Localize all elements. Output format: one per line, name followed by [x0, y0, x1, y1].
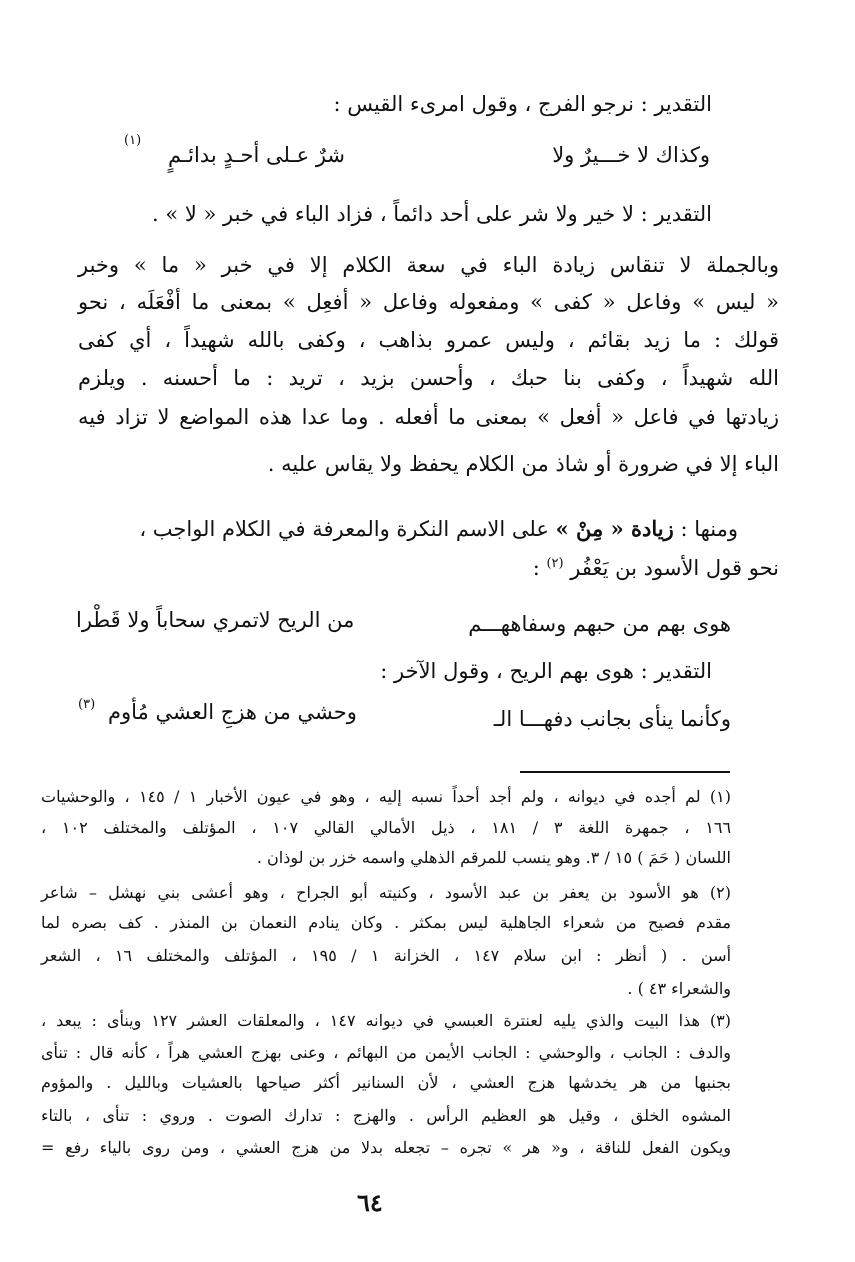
main-line-1: التقدير : نرجو الفرج ، وقول امرىء القيس : — [333, 92, 712, 116]
paragraph-line: الباء إلا في ضرورة أو شاذ من الكلام يحفظ ولا يقاس عليه . — [267, 452, 779, 476]
verse2-second-hemistich: من الريح لاتمري سحاباً ولا قَطْرا — [76, 608, 355, 632]
verse3-footnote-marker: (٣) — [78, 697, 96, 712]
paragraph-line: وبالجملة لا تنقاس زيادة الباء في سعة الكلام إلا في خبر « ما » وخبر — [78, 253, 779, 277]
verse2-first-hemistich: هوى بهم من حبهم وسفاههـــم — [468, 612, 731, 636]
footnote-separator — [520, 771, 730, 773]
footnote-3-line: والدف : الجانب ، والوحشي : الجانب الأيمن من البهائم ، وعنى بهزج العشي هراً ، كأنه قال : تنأى — [41, 1043, 731, 1062]
footnote-3-line: بجنبها من هر يخدشها هزج العشي ، لأن السنانير أكثر صياحها بالعشيات وبالليل . والمؤوم — [41, 1073, 731, 1092]
paragraph2-start: ومنها : — [680, 517, 738, 541]
verse3-first-hemistich: وكأنما ينأى بجانب دفهـــا الـ — [493, 707, 731, 731]
paragraph2-example-intro: نحو قول الأسود بن يَعْفُر — [570, 556, 779, 580]
verse1-second-hemistich: شرٌ عـلى أحـدٍ بدائـمٍ — [168, 143, 346, 167]
footnote-2-line: أسن . ( أنظر : ابن سلام ١٤٧ ، الخزانة ١ / ١٩٥ ، المؤتلف والمختلف ١٦ ، الشعر — [41, 946, 732, 965]
paragraph2-colon: : — [532, 556, 540, 580]
footnote-1-line: اللسان ( حَمَ ) ١٥ / ٣. وهو ينسب للمرقم الذهلي واسمه خزر بن لوذان . — [256, 848, 731, 867]
paragraph-line: الله شهيداً ، وكفى بنا حبك ، وأحسن بزيد ، تريد : ما أحسنه . ويلزم — [78, 366, 779, 390]
paragraph-line: « ليس » وفاعل « كفى » ومفعوله وفاعل « أفعِل » بمعنى ما أفْعَلَه ، نحو — [78, 290, 779, 314]
footnote-2-line: (٢) هو الأسود بن يعفر بن عبد الأسود ، وكنيته أبو الجراح ، وهو أعشى بني نهشل – شاعر — [41, 883, 731, 902]
paragraph-line: زيادتها في فاعل « أفعل » بمعنى ما أفعله . وما عدا هذه المواضع لا تزاد فيه — [78, 405, 779, 429]
footnote-2-line: والشعراء ٤٣ ) . — [627, 979, 731, 998]
verse1-first-hemistich: وكذاك لا خـــيرٌ ولا — [552, 143, 710, 167]
paragraph2-bold-term: زيادة « مِنْ » — [555, 516, 674, 541]
verse1-footnote-marker: (١) — [124, 133, 142, 148]
footnote-3-line: ويكون الفعل للناقة ، و« هر » تجره – تجعله بدلا من هزج العشي ، ومن روى بالياء رفع = — [41, 1138, 731, 1157]
paragraph-line: قولك : ما زيد بقائم ، وليس عمرو بذاهب ، وكفى بالله شهيداً ، أي كفى — [78, 328, 779, 352]
verse3-second-hemistich: وحشي من هزجِ العشي مُأوم — [108, 700, 357, 724]
footnote-3-line: (٣) هذا البيت والذي يليه لعنترة العبسي في ديوانه ١٤٧ ، والمعلقات العشر ١٢٧ وينأى : يبعد ، — [41, 1011, 731, 1030]
paragraph2-footnote-marker: (٢) — [546, 556, 564, 571]
main-line-taqdir: التقدير : هوى بهم الريح ، وقول الآخر : — [380, 659, 712, 683]
footnote-1-line: (١) لم أجده في ديوانه ، ولم أجد أحداً نسبه إليه ، وهو في عيون الأخبار ١ / ١٤٥ ، والوحشيات — [41, 787, 732, 806]
paragraph2-rest: على الاسم النكرة والمعرفة في الكلام الواجب ، — [139, 517, 549, 541]
paragraph2-line-1 — [78, 516, 738, 542]
main-line-3: التقدير : لا خير ولا شر على أحد دائماً ، فزاد الباء في خبر « لا » . — [151, 202, 712, 226]
footnote-1-line: ١٦٦ ، جمهرة اللغة ٣ / ١٨١ ، ذيل الأمالي القالي ١٠٧ ، المؤتلف والمختلف ١٠٢ ، — [41, 818, 732, 837]
footnote-2-line: مقدم فصيح من شعراء الجاهلية ليس بمكثر . وكان ينادم النعمان بن المنذر . كف بصره لما — [41, 913, 731, 932]
footnote-3-line: المشوه الخلق ، وقيل هو العظيم الرأس . والهزج : تدارك الصوت . وروي : تنأى ، بالتاء — [41, 1106, 731, 1125]
page-number: ٦٤ — [357, 1188, 383, 1217]
paragraph2-line-2 — [533, 556, 779, 581]
